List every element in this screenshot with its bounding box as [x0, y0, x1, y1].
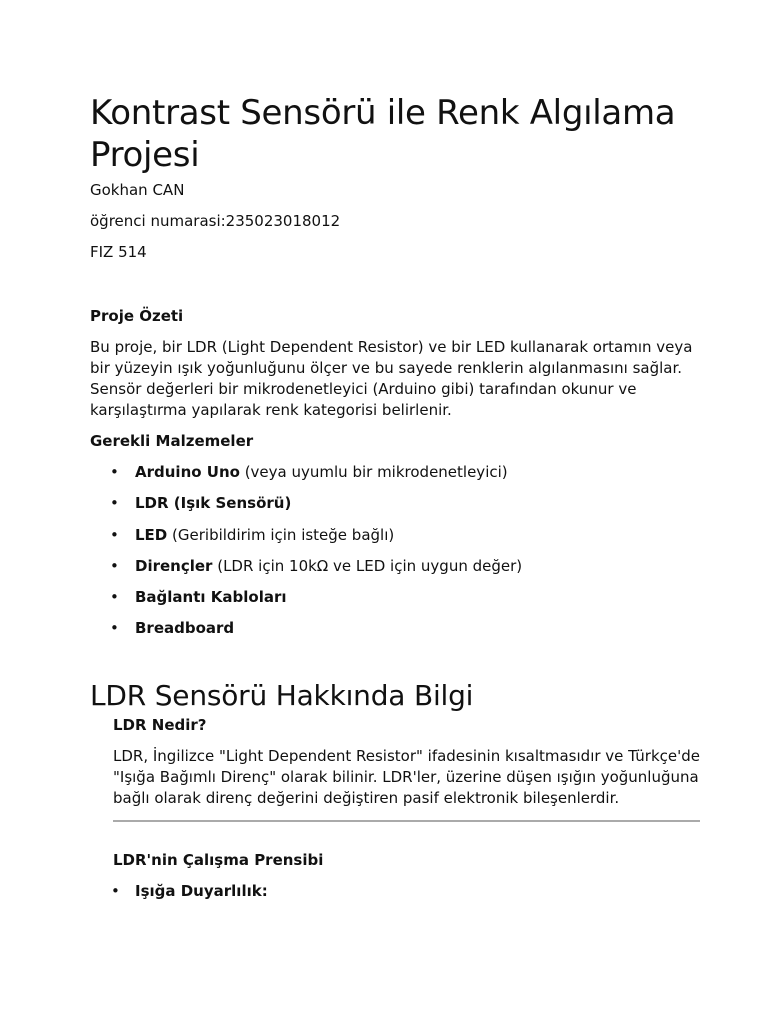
ldr-section-body	[113, 715, 700, 901]
ldr-what-heading: LDR Nedir?	[113, 716, 207, 735]
ldr-section-heading: LDR Sensörü Hakkında Bilgi	[90, 679, 474, 713]
list-item	[90, 525, 700, 545]
list-item	[90, 618, 700, 638]
student-number: öğrenci numarasi:235023018012	[90, 212, 341, 230]
spacer	[90, 273, 700, 306]
section-divider	[113, 820, 700, 822]
materials-heading: Gerekli Malzemeler	[90, 432, 254, 450]
list-item	[113, 881, 700, 901]
bullet-icon: •	[110, 556, 119, 575]
item-name: LED	[135, 525, 168, 544]
item-note: (Geribildirim için isteğe bağlı)	[167, 525, 395, 544]
summary-heading: Proje Özeti	[90, 307, 184, 325]
item-name: Breadboard	[135, 619, 235, 638]
item-name: Dirençler	[135, 556, 213, 575]
list-item	[90, 462, 700, 482]
ldr-principle-heading: LDR'nin Çalışma Prensibi	[113, 851, 324, 870]
item-name: Işığa Duyarlılık:	[135, 882, 268, 901]
item-note: (LDR için 10kΩ ve LED için uygun değer)	[212, 556, 523, 575]
document-page	[90, 92, 700, 913]
item-name: LDR (Işık Sensörü)	[135, 494, 292, 513]
bullet-icon: •	[110, 494, 119, 513]
principle-list	[113, 881, 700, 901]
ldr-what-text: LDR, İngilizce "Light Dependent Resistor" ifadesinin kısaltmasıdır ve Türkçe'de "Işığa Bağımlı Direnç" olarak bilinir. LDR'ler, üzerine düşen ışığın yoğunluğuna bağlı olarak direnç değerini değiştiren pasif elektronik bileşenlerdir.	[113, 747, 700, 808]
item-name: Arduino Uno	[135, 463, 240, 481]
bullet-icon: •	[110, 463, 119, 481]
item-note: (veya uyumlu bir mikrodenetleyici)	[239, 463, 508, 481]
author-name: Gokhan CAN	[90, 181, 185, 199]
bullet-icon: •	[110, 619, 119, 638]
bullet-icon: •	[111, 882, 120, 901]
summary-text: Bu proje, bir LDR (Light Dependent Resistor) ve bir LED kullanarak ortamın veya bir yüzeyin ışık yoğunluğunu ölçer ve bu sayede renklerin algılanmasını sağlar. Sensör değerleri bir mikrodenetleyici (Arduino gibi) tarafından okunur ve karşılaştırma yapılarak renk kategorisi belirlenir.	[90, 338, 693, 419]
bullet-icon: •	[110, 525, 119, 544]
list-item	[90, 587, 700, 607]
document-title: Kontrast Sensörü ile Renk Algılama Projesi	[90, 93, 676, 175]
materials-list	[90, 462, 700, 638]
list-item	[90, 493, 700, 513]
list-item	[90, 556, 700, 576]
course-code: FIZ 514	[90, 243, 147, 261]
bullet-icon: •	[110, 588, 119, 607]
item-name: Bağlantı Kabloları	[135, 588, 287, 607]
